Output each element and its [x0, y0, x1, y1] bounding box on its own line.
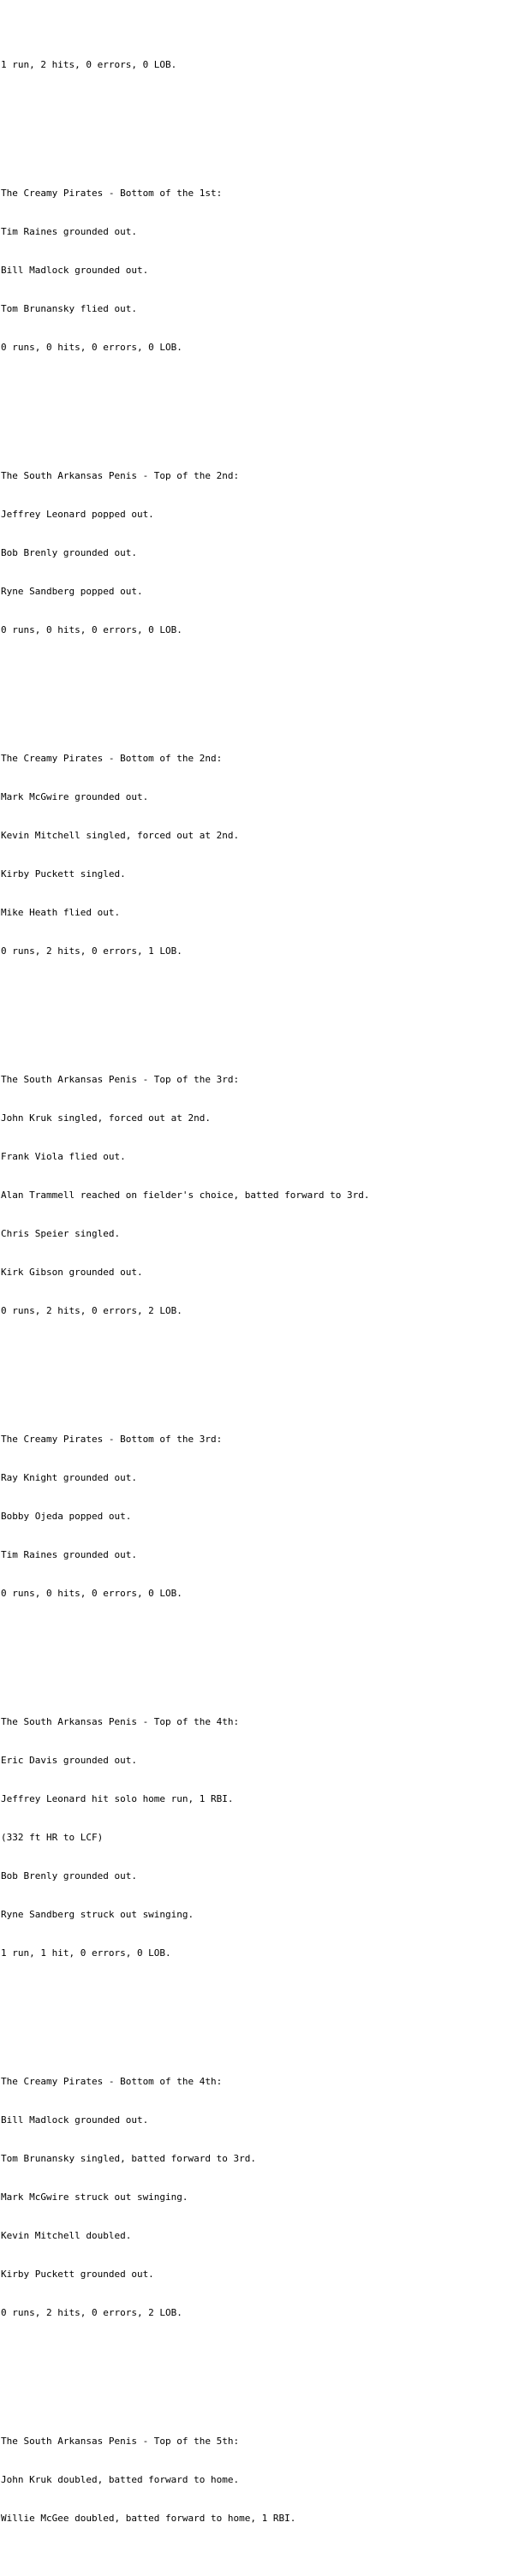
inning-heading: The South Arkansas Penis - Top of the 5th:: [1, 2436, 240, 2447]
log-line: Tim Raines grounded out.: [1, 1549, 137, 1560]
inning-block: [1, 444, 525, 662]
inning-block: [1, 2409, 525, 2550]
log-line: Ryne Sandberg popped out.: [1, 586, 143, 597]
log-line: Jeffrey Leonard hit solo home run, 1 RBI.: [1, 1793, 234, 1804]
inning-block: [1, 1407, 525, 1625]
log-line: Tom Brunansky flied out.: [1, 303, 137, 314]
log-line: Ray Knight grounded out.: [1, 1472, 137, 1483]
inning-heading: The Creamy Pirates - Bottom of the 4th:: [1, 2076, 223, 2087]
log-line: Willie McGee doubled, batted forward to home, 1 RBI.: [1, 2513, 296, 2524]
inning-summary: 1 run, 1 hit, 0 errors, 0 LOB.: [1, 1947, 171, 1959]
log-line: Tim Raines grounded out.: [1, 226, 137, 237]
log-line: Tom Brunansky singled, batted forward to 3rd.: [1, 2153, 257, 2164]
log-line: Kevin Mitchell singled, forced out at 2nd.: [1, 830, 240, 841]
log-line: Frank Viola flied out.: [1, 1151, 126, 1162]
log-line: Mark McGwire grounded out.: [1, 791, 149, 802]
inning-block: [1, 1047, 525, 1343]
inning-heading: The South Arkansas Penis - Top of the 3rd:: [1, 1074, 240, 1085]
log-line: Mike Heath flied out.: [1, 907, 121, 918]
log-line: Bob Brenly grounded out.: [1, 1870, 137, 1881]
log-line: Kevin Mitchell doubled.: [1, 2230, 132, 2241]
inning-block: [1, 1690, 525, 1985]
inning-heading: The South Arkansas Penis - Top of the 2nd:: [1, 470, 240, 481]
log-line: Kirby Puckett singled.: [1, 868, 126, 880]
inning-summary: 0 runs, 2 hits, 0 errors, 2 LOB.: [1, 1305, 182, 1316]
inning-summary: 0 runs, 2 hits, 0 errors, 1 LOB.: [1, 945, 182, 957]
log-line: Kirk Gibson grounded out.: [1, 1267, 143, 1278]
log-line: (332 ft HR to LCF): [1, 1832, 104, 1843]
inning-block: [1, 161, 525, 379]
inning-summary: 0 runs, 0 hits, 0 errors, 0 LOB.: [1, 342, 182, 353]
play-by-play-log: [1, 0, 525, 2576]
log-line: Jeffrey Leonard popped out.: [1, 509, 154, 520]
log-line: Bill Madlock grounded out.: [1, 2114, 149, 2126]
inning-heading: The Creamy Pirates - Bottom of the 3rd:: [1, 1434, 223, 1445]
log-line: Chris Speier singled.: [1, 1228, 121, 1239]
log-line: Bill Madlock grounded out.: [1, 265, 149, 276]
inning-block: [1, 33, 525, 97]
inning-heading: The Creamy Pirates - Bottom of the 2nd:: [1, 753, 223, 764]
log-line: 1 run, 2 hits, 0 errors, 0 LOB.: [1, 59, 177, 70]
inning-summary: 0 runs, 0 hits, 0 errors, 0 LOB.: [1, 1588, 182, 1599]
inning-summary: 0 runs, 2 hits, 0 errors, 2 LOB.: [1, 2307, 182, 2318]
inning-heading: The South Arkansas Penis - Top of the 4th:: [1, 1716, 240, 1727]
log-line: Mark McGwire struck out swinging.: [1, 2191, 188, 2203]
log-line: John Kruk singled, forced out at 2nd.: [1, 1112, 212, 1124]
log-line: Eric Davis grounded out.: [1, 1755, 137, 1766]
log-line: Kirby Puckett grounded out.: [1, 2269, 154, 2280]
log-line: Bob Brenly grounded out.: [1, 547, 137, 558]
log-line: John Kruk doubled, batted forward to home.: [1, 2474, 240, 2485]
log-line: Alan Trammell reached on fielder's choice, batted forward to 3rd.: [1, 1190, 370, 1201]
inning-block: [1, 726, 525, 983]
inning-heading: The Creamy Pirates - Bottom of the 1st:: [1, 188, 223, 199]
inning-block: [1, 2049, 525, 2345]
inning-summary: 0 runs, 0 hits, 0 errors, 0 LOB.: [1, 624, 182, 635]
log-line: Bobby Ojeda popped out.: [1, 1511, 132, 1522]
log-line: Ryne Sandberg struck out swinging.: [1, 1909, 194, 1920]
